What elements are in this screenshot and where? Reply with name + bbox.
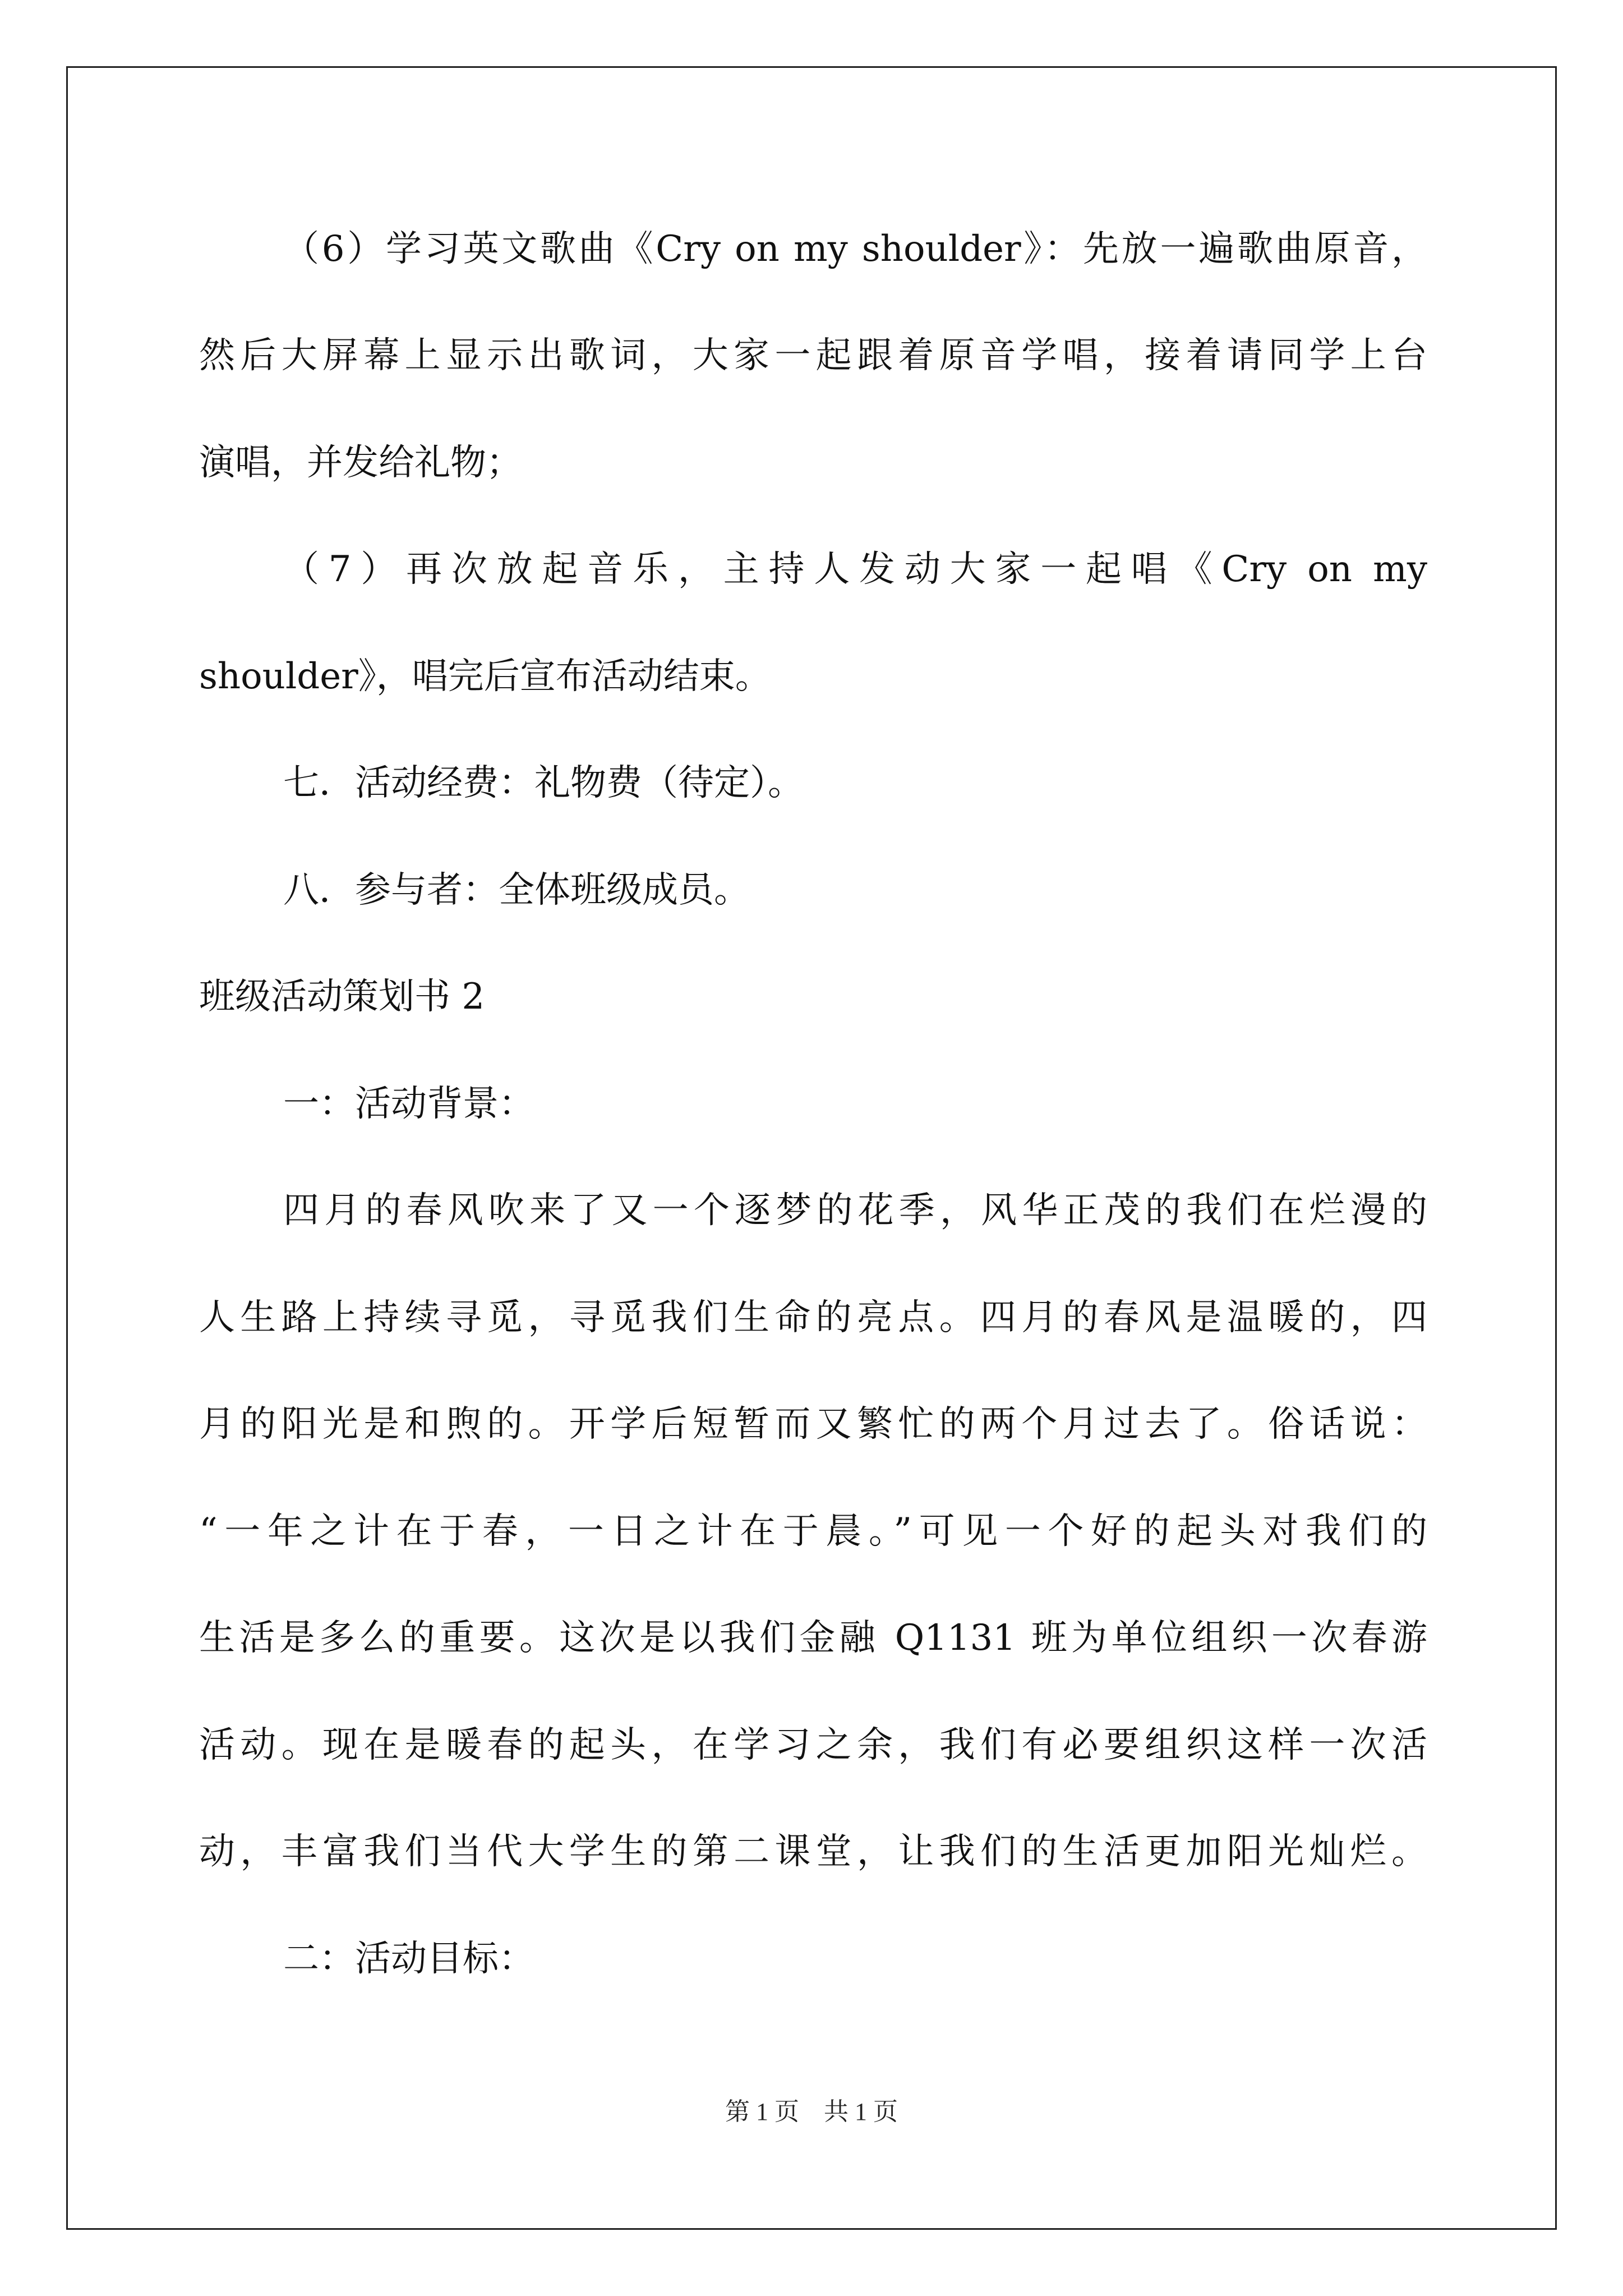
background-paragraph-line-4: “一年之计在于春，一日之计在于晨。”可见一个好的起头对我们的: [199, 1511, 1427, 1552]
page-border: [66, 66, 1557, 2230]
paragraph-line-song-step-6: （6）学习英文歌曲《Cry on my shoulder》：先放一遍歌曲原音，: [283, 228, 1427, 270]
paragraph-line-song-step-6-cont-1: 然后大屏幕上显示出歌词，大家一起跟着原音学唱，接着请同学上台: [199, 335, 1427, 376]
background-paragraph-line-3: 月的阳光是和煦的。开学后短暂而又繁忙的两个月过去了。俗话说：: [199, 1404, 1427, 1445]
page-number-footer: 第 1 页 共 1 页: [725, 2098, 898, 2125]
background-paragraph-line-1: 四月的春风吹来了又一个逐梦的花季，风华正茂的我们在烂漫的: [283, 1190, 1427, 1231]
document-subtitle: 班级活动策划书 2: [199, 976, 485, 1018]
background-paragraph-line-2: 人生路上持续寻觅，寻觅我们生命的亮点。四月的春风是温暖的，四: [199, 1297, 1427, 1338]
background-paragraph-line-7: 动，丰富我们当代大学生的第二课堂，让我们的生活更加阳光灿烂。: [199, 1831, 1427, 1872]
background-paragraph-line-5: 生活是多么的重要。这次是以我们金融 Q1131 班为单位组织一次春游: [199, 1617, 1427, 1659]
section-heading-goals: 二：活动目标：: [283, 1938, 534, 1980]
paragraph-line-song-step-7: （7）再次放起音乐，主持人发动大家一起唱《Cry on my: [283, 549, 1427, 590]
section-heading-background: 一：活动背景：: [283, 1083, 534, 1125]
background-paragraph-line-6: 活动。现在是暖春的起头，在学习之余，我们有必要组织这样一次活: [199, 1724, 1427, 1766]
paragraph-line-song-step-7-cont: shoulder》，唱完后宣布活动结束。: [199, 656, 771, 697]
section-participants: 八．参与者：全体班级成员。: [283, 869, 750, 911]
section-budget: 七．活动经费：礼物费（待定）。: [283, 762, 804, 804]
paragraph-line-song-step-6-cont-2: 演唱，并发给礼物；: [199, 442, 522, 484]
